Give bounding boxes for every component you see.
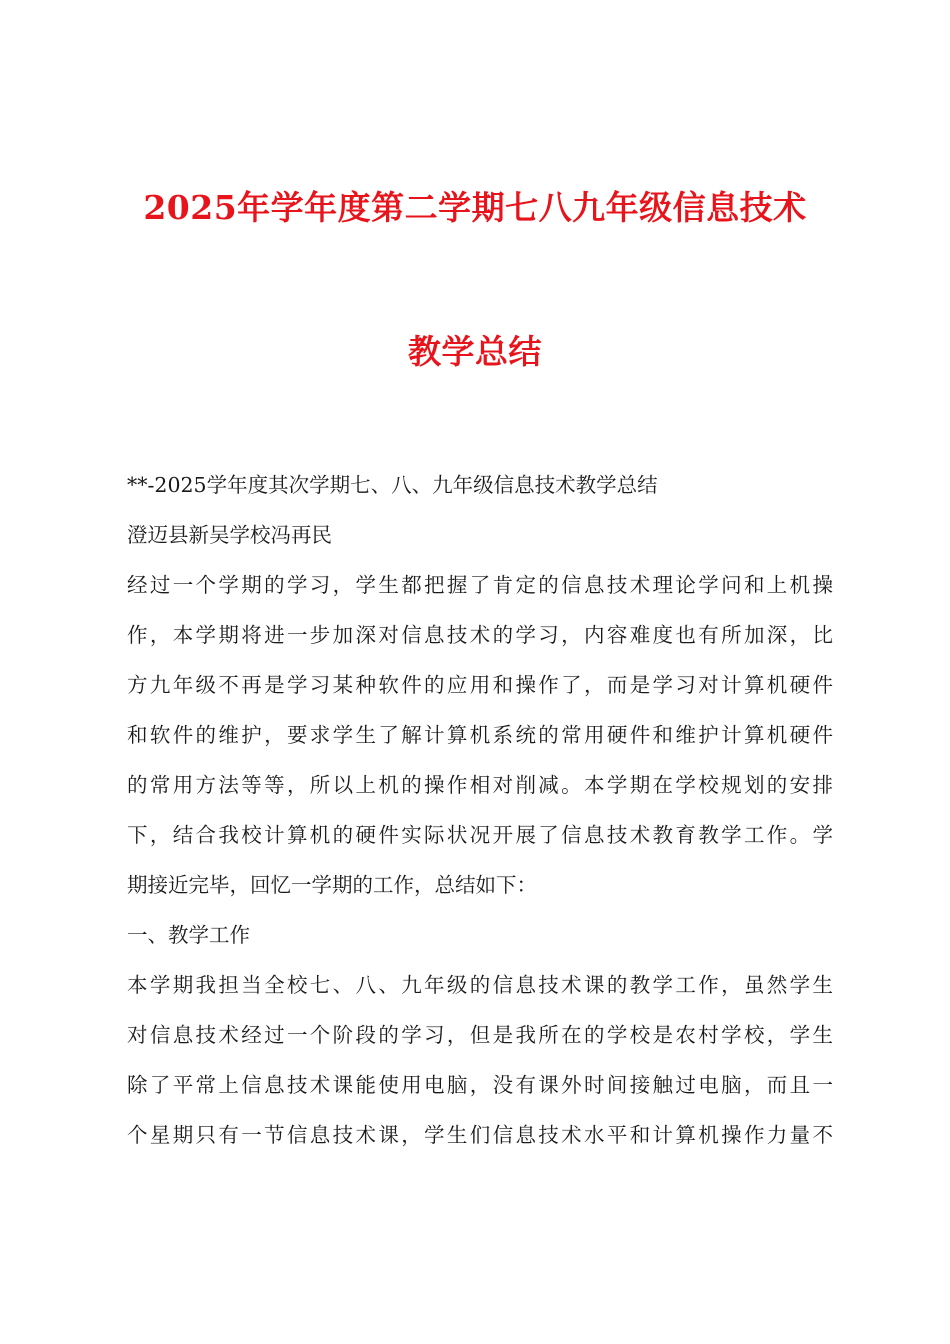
body-line: 对信息技术经过一个阶段的学习，但是我所在的学校是农村学校，学生	[127, 1023, 833, 1047]
title-line-1: 2025年学年度第二学期七八九年级信息技术	[143, 188, 807, 227]
body-line: 澄迈县新吴学校冯再民	[127, 523, 332, 547]
body-line: 经过一个学期的学习，学生都把握了肯定的信息技术理论学问和上机操	[127, 573, 833, 597]
body-line: 方九年级不再是学习某种软件的应用和操作了，而是学习对计算机硬件	[127, 673, 833, 697]
body-line: 作，本学期将进一步加深对信息技术的学习，内容难度也有所加深，比	[127, 623, 833, 647]
body-line: 的常用方法等等，所以上机的操作相对削减。本学期在学校规划的安排	[127, 773, 833, 797]
body-line: 期接近完毕，回忆一学期的工作，总结如下：	[127, 873, 537, 897]
body-line: 下，结合我校计算机的硬件实际状况开展了信息技术教育教学工作。学	[127, 823, 833, 847]
body-line: 除了平常上信息技术课能使用电脑，没有课外时间接触过电脑，而且一	[127, 1073, 833, 1097]
document-body	[127, 466, 833, 1166]
title-line-2: 教学总结	[408, 332, 542, 371]
body-line: **-2025学年度其次学期七、八、九年级信息技术教学总结	[127, 473, 658, 497]
body-line: 和软件的维护，要求学生了解计算机系统的常用硬件和维护计算机硬件	[127, 723, 833, 747]
document-title	[0, 180, 950, 380]
body-line: 一、教学工作	[127, 923, 250, 947]
body-line: 个星期只有一节信息技术课，学生们信息技术水平和计算机操作力量不	[127, 1123, 833, 1147]
body-line: 本学期我担当全校七、八、九年级的信息技术课的教学工作，虽然学生	[127, 973, 833, 997]
